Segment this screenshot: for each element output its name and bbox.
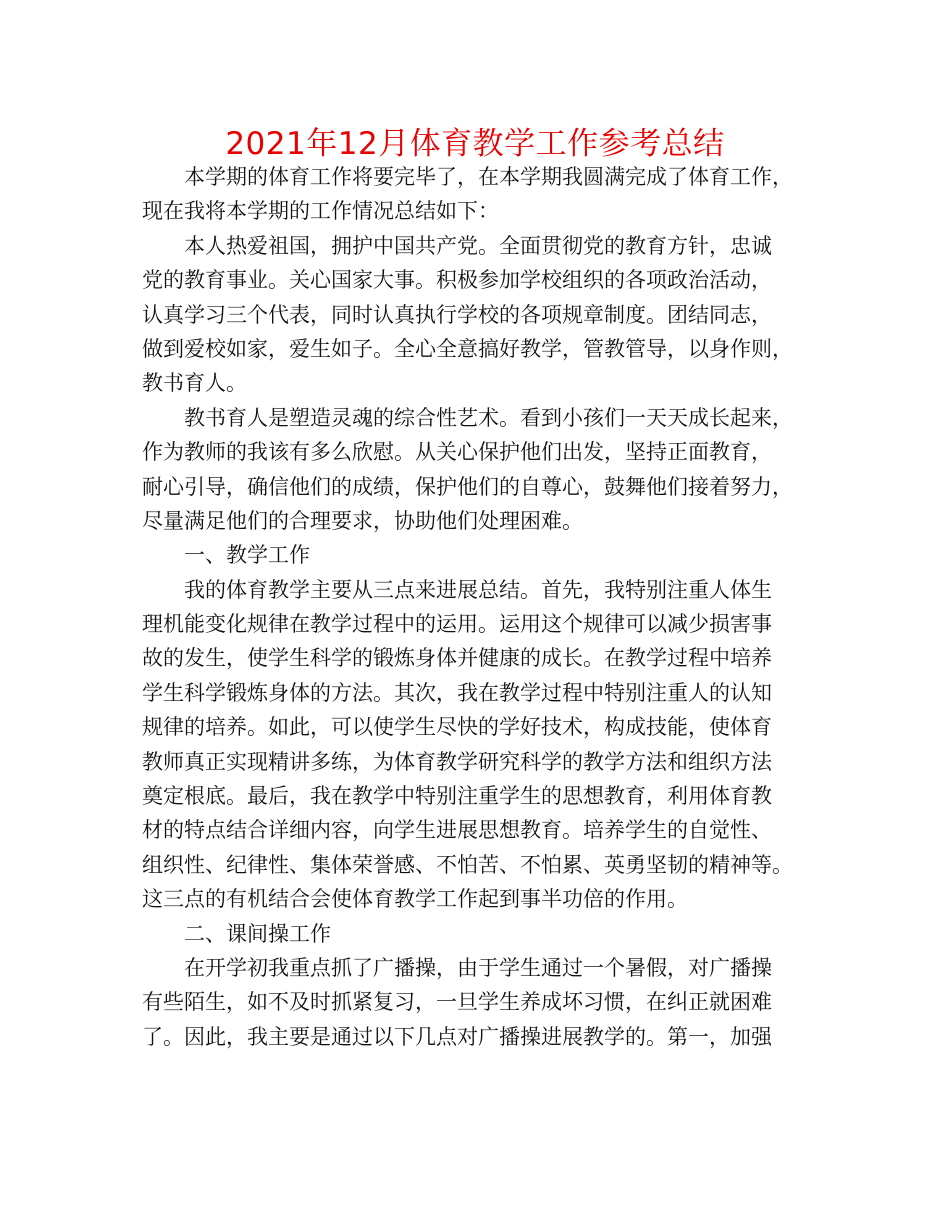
text-line: 教书育人。: [142, 371, 247, 396]
document-title: 2021年12月体育教学工作参考总结: [225, 126, 725, 162]
text-line: 教书育人是塑造灵魂的综合性艺术。看到小孩们一天天成长起来，: [184, 405, 793, 430]
text-line: 认真学习三个代表，同时认真执行学校的各项规章制度。团结同志，: [142, 302, 772, 327]
text-line: 党的教育事业。关心国家大事。积极参加学校组织的各项政治活动，: [142, 268, 772, 293]
text-line: 二、课间操工作: [184, 921, 331, 946]
text-line: 一、教学工作: [184, 543, 310, 568]
text-line: 奠定根底。最后，我在教学中特别注重学生的思想教育，利用体育教: [142, 784, 772, 809]
document-body: [142, 160, 842, 1054]
text-line: 了。因此，我主要是通过以下几点对广播操进展教学的。第一，加强: [142, 1024, 772, 1049]
text-line: 理机能变化规律在教学过程中的运用。运用这个规律可以减少损害事: [142, 612, 772, 637]
text-line: 我的体育教学主要从三点来进展总结。首先，我特别注重人体生: [184, 577, 772, 602]
text-line: 组织性、纪律性、集体荣誉感、不怕苦、不怕累、英勇坚韧的精神等。: [142, 852, 793, 877]
text-line: 规律的培养。如此，可以使学生尽快的学好技术，构成技能，使体育: [142, 715, 772, 740]
text-line: 材的特点结合详细内容，向学生进展思想教育。培养学生的自觉性、: [142, 818, 772, 843]
text-line: 这三点的有机结合会使体育教学工作起到事半功倍的作用。: [142, 887, 688, 912]
text-line: 尽量满足他们的合理要求，协助他们处理困难。: [142, 508, 583, 533]
text-line: 学生科学锻炼身体的方法。其次，我在教学过程中特别注重人的认知: [142, 680, 772, 705]
text-line: 教师真正实现精讲多练，为体育教学研究科学的教学方法和组织方法: [142, 749, 772, 774]
text-line: 有些陌生，如不及时抓紧复习，一旦学生养成坏习惯，在纠正就困难: [142, 990, 772, 1015]
text-line: 故的发生，使学生科学的锻炼身体并健康的成长。在教学过程中培养: [142, 646, 772, 671]
text-line: 耐心引导，确信他们的成绩，保护他们的自尊心，鼓舞他们接着努力，: [142, 474, 793, 499]
text-line: 在开学初我重点抓了广播操，由于学生通过一个暑假，对广播操: [184, 955, 772, 980]
text-line: 做到爱校如家，爱生如子。全心全意搞好教学，管教管导，以身作则，: [142, 336, 793, 361]
text-line: 本人热爱祖国，拥护中国共产党。全面贯彻党的教育方针，忠诚: [184, 233, 772, 258]
text-line: 现在我将本学期的工作情况总结如下：: [142, 199, 499, 224]
text-line: 作为教师的我该有多么欣慰。从关心保护他们出发，坚持正面教育，: [142, 440, 772, 465]
text-line: 本学期的体育工作将要完毕了，在本学期我圆满完成了体育工作，: [184, 165, 793, 189]
